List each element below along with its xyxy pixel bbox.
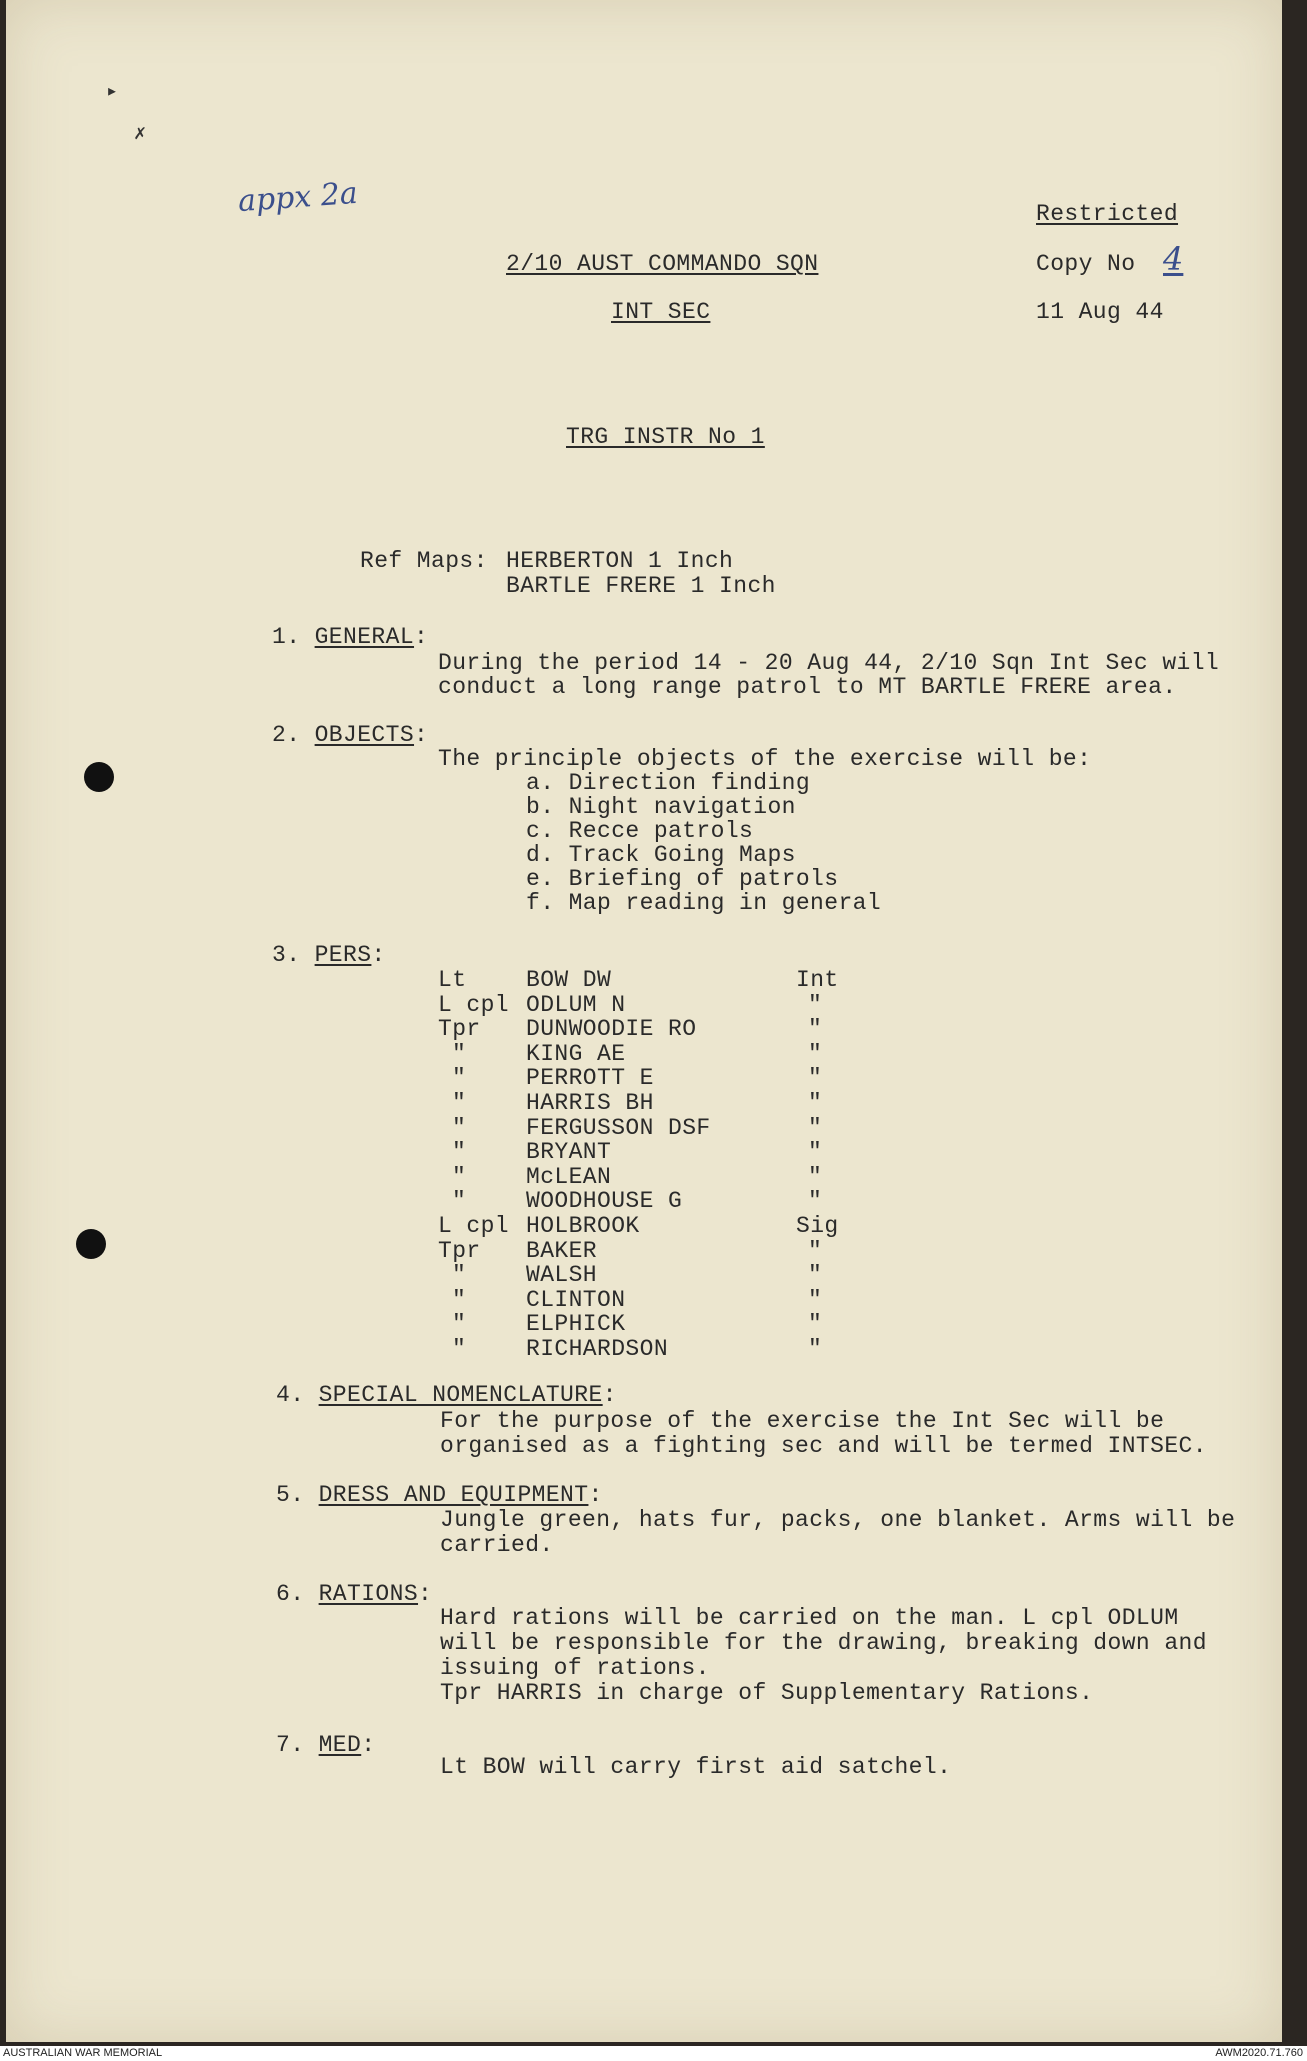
section-objects-heading: 2. OBJECTS: xyxy=(272,722,429,748)
objects-item: e. Briefing of patrols xyxy=(526,866,839,892)
pers-name: PERROTT E xyxy=(526,1065,654,1091)
pers-rank: " xyxy=(452,1164,467,1190)
handwritten-note: appx 2a xyxy=(236,175,359,220)
document-date: 11 Aug 44 xyxy=(1036,299,1164,325)
pers-name: McLEAN xyxy=(526,1164,612,1190)
pers-name: BOW DW xyxy=(526,967,612,993)
punch-hole-top xyxy=(84,762,114,792)
section-name: INT SEC xyxy=(611,299,711,325)
document-page xyxy=(6,0,1282,2042)
pers-rank: Tpr xyxy=(438,1016,481,1042)
dress-line-1: Jungle green, hats fur, packs, one blanket. Arms will be xyxy=(440,1507,1236,1533)
pers-rank: " xyxy=(452,1065,467,1091)
objects-item: b. Night navigation xyxy=(526,794,796,820)
pers-role: " xyxy=(808,1262,823,1288)
objects-item: a. Direction finding xyxy=(526,770,811,796)
pers-role: Int xyxy=(796,967,839,993)
med-line-1: Lt BOW will carry first aid satchel. xyxy=(440,1754,952,1780)
pers-name: FERGUSSON DSF xyxy=(526,1115,711,1141)
pers-rank: Tpr xyxy=(438,1238,481,1264)
pers-rank: " xyxy=(452,1139,467,1165)
footer-right: AWM2020.71.760 xyxy=(1215,2047,1303,2059)
pers-rank: " xyxy=(452,1311,467,1337)
pers-role: " xyxy=(808,1115,823,1141)
pers-role: " xyxy=(808,1139,823,1165)
pers-role: " xyxy=(808,1090,823,1116)
pers-name: BRYANT xyxy=(526,1139,612,1165)
punch-hole-bottom xyxy=(76,1229,106,1259)
pers-name: HARRIS BH xyxy=(526,1090,654,1116)
ref-map-1: HERBERTON 1 Inch xyxy=(506,548,734,574)
section-rations-heading: 6. RATIONS: xyxy=(276,1581,433,1607)
footer-left: AUSTRALIAN WAR MEMORIAL xyxy=(3,2047,163,2059)
section-general-heading: 1. GENERAL: xyxy=(272,624,429,650)
general-line-2: conduct a long range patrol to MT BARTLE FRERE area. xyxy=(438,674,1177,700)
pers-role: " xyxy=(808,1164,823,1190)
unit-name: 2/10 AUST COMMANDO SQN xyxy=(506,251,819,277)
pers-name: WALSH xyxy=(526,1262,598,1288)
pers-name: RICHARDSON xyxy=(526,1336,669,1362)
copy-label: Copy No xyxy=(1036,251,1136,277)
pers-name: DUNWOODIE RO xyxy=(526,1016,697,1042)
pers-name: WOODHOUSE G xyxy=(526,1188,683,1214)
general-line-1: During the period 14 - 20 Aug 44, 2/10 Sqn Int Sec will xyxy=(438,650,1220,676)
pers-role: " xyxy=(808,1336,823,1362)
ref-maps-label: Ref Maps: xyxy=(360,548,488,574)
pers-role: " xyxy=(808,1016,823,1042)
section-dress-heading: 5. DRESS AND EQUIPMENT: xyxy=(276,1482,603,1508)
pers-role: " xyxy=(808,1238,823,1264)
objects-item: c. Recce patrols xyxy=(526,818,754,844)
pers-role: " xyxy=(808,1311,823,1337)
rations-line-1: Hard rations will be carried on the man. L cpl ODLUM xyxy=(440,1605,1179,1631)
pers-name: CLINTON xyxy=(526,1287,626,1313)
copy-number: 4 xyxy=(1163,240,1184,278)
pers-role: " xyxy=(808,1188,823,1214)
pers-rank: " xyxy=(452,1090,467,1116)
nomenclature-line-1: For the purpose of the exercise the Int Sec will be xyxy=(440,1408,1165,1434)
pers-name: ODLUM N xyxy=(526,992,626,1018)
pers-rank: " xyxy=(452,1262,467,1288)
document-title: TRG INSTR No 1 xyxy=(566,424,765,450)
nomenclature-line-2: organised as a fighting sec and will be termed INTSEC. xyxy=(440,1433,1207,1459)
pers-rank: " xyxy=(452,1041,467,1067)
pers-role: " xyxy=(808,992,823,1018)
pers-rank: " xyxy=(452,1188,467,1214)
rations-line-2: will be responsible for the drawing, breaking down and xyxy=(440,1630,1207,1656)
objects-item: d. Track Going Maps xyxy=(526,842,796,868)
section-med-heading: 7. MED: xyxy=(276,1732,376,1758)
pers-role: " xyxy=(808,1287,823,1313)
pers-name: KING AE xyxy=(526,1041,626,1067)
section-pers-heading: 3. PERS: xyxy=(272,942,386,968)
pen-mark: ▸ xyxy=(106,81,119,104)
rations-line-3: issuing of rations. xyxy=(440,1655,710,1681)
section-nomenclature-heading: 4. SPECIAL NOMENCLATURE: xyxy=(276,1382,617,1408)
pers-role: " xyxy=(808,1041,823,1067)
pers-rank: " xyxy=(452,1336,467,1362)
pen-mark-2: ✗ xyxy=(134,123,147,146)
pers-rank: L cpl xyxy=(438,992,510,1018)
pers-name: HOLBROOK xyxy=(526,1213,640,1239)
objects-item: f. Map reading in general xyxy=(526,890,882,916)
pers-rank: " xyxy=(452,1115,467,1141)
pers-rank: L cpl xyxy=(438,1213,510,1239)
ref-map-2: BARTLE FRERE 1 Inch xyxy=(506,573,776,599)
pers-rank: " xyxy=(452,1287,467,1313)
dress-line-2: carried. xyxy=(440,1532,554,1558)
objects-intro: The principle objects of the exercise will be: xyxy=(438,746,1092,772)
pers-role: Sig xyxy=(796,1213,839,1239)
pers-name: ELPHICK xyxy=(526,1311,626,1337)
archive-footer xyxy=(0,2046,1307,2061)
pers-role: " xyxy=(808,1065,823,1091)
rations-line-4: Tpr HARRIS in charge of Supplementary Rations. xyxy=(440,1680,1094,1706)
classification: Restricted xyxy=(1036,201,1179,227)
pers-name: BAKER xyxy=(526,1238,598,1264)
pers-rank: Lt xyxy=(438,967,467,993)
